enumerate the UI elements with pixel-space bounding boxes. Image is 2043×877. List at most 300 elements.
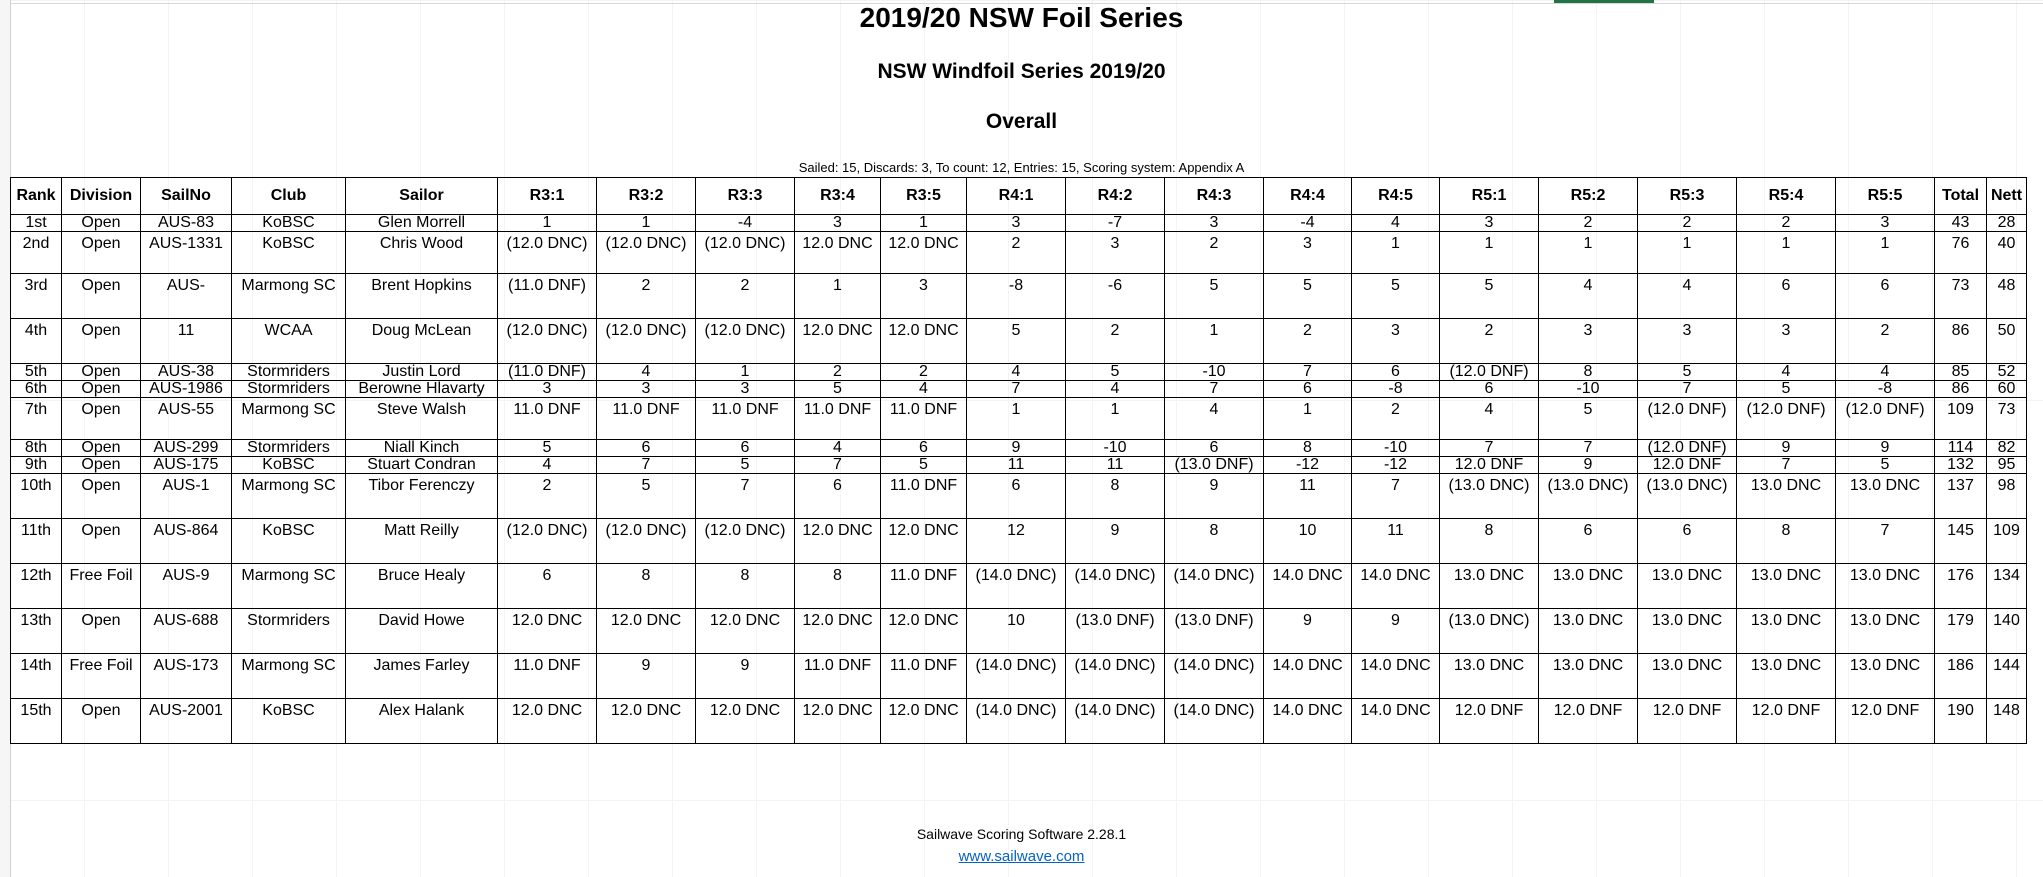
table-cell: (14.0 DNC) (1066, 654, 1165, 699)
table-cell: 9 (1165, 474, 1264, 519)
table-cell: 9 (1264, 609, 1352, 654)
table-cell: 73 (1987, 398, 2027, 440)
table-cell: 3 (1836, 215, 1935, 232)
table-cell: 5 (1066, 364, 1165, 381)
table-cell: 85 (1935, 364, 1987, 381)
table-cell: 4 (1352, 215, 1440, 232)
table-cell: 4th (11, 319, 62, 364)
table-cell: 4 (1165, 398, 1264, 440)
table-cell: 7 (967, 381, 1066, 398)
table-cell: 2 (795, 364, 881, 381)
table-cell: 82 (1987, 440, 2027, 457)
table-cell: 13.0 DNC (1836, 609, 1935, 654)
table-cell: 6 (1165, 440, 1264, 457)
column-header: Rank (11, 178, 62, 215)
table-cell: 3 (1352, 319, 1440, 364)
table-cell: (12.0 DNF) (1737, 398, 1836, 440)
table-cell: Doug McLean (346, 319, 498, 364)
column-header: R3:3 (696, 178, 795, 215)
table-cell: Stormriders (232, 609, 346, 654)
table-cell: 8 (1264, 440, 1352, 457)
table-cell: 6 (1264, 381, 1352, 398)
table-cell: 12.0 DNC (795, 319, 881, 364)
table-cell: 50 (1987, 319, 2027, 364)
table-cell: 6 (1352, 364, 1440, 381)
table-row (11, 609, 2027, 654)
table-cell: 12.0 DNC (881, 232, 967, 274)
table-cell: 3 (1440, 215, 1539, 232)
table-cell: Open (62, 474, 141, 519)
table-cell: AUS-55 (141, 398, 232, 440)
software-credit: Sailwave Scoring Software 2.28.1 (916, 826, 1127, 842)
table-cell: 11 (967, 457, 1066, 474)
table-cell: 1 (1264, 398, 1352, 440)
table-cell: 3 (1638, 319, 1737, 364)
column-header: R5:1 (1440, 178, 1539, 215)
table-cell: 10 (1264, 519, 1352, 564)
table-cell: 13.0 DNC (1836, 474, 1935, 519)
table-cell: 2 (1066, 319, 1165, 364)
table-cell: 6 (696, 440, 795, 457)
table-row (11, 215, 2027, 232)
table-cell: 2 (1264, 319, 1352, 364)
table-cell: 1 (1638, 232, 1737, 274)
table-cell: 5 (967, 319, 1066, 364)
table-row (11, 519, 2027, 564)
table-cell: David Howe (346, 609, 498, 654)
table-cell: (12.0 DNC) (696, 519, 795, 564)
table-cell: 7 (1264, 364, 1352, 381)
table-cell: Niall Kinch (346, 440, 498, 457)
table-cell: Open (62, 364, 141, 381)
table-cell: 2 (881, 364, 967, 381)
table-cell: 2 (696, 274, 795, 319)
table-cell: AUS-9 (141, 564, 232, 609)
table-cell: 12.0 DNF (1539, 699, 1638, 744)
table-cell: 43 (1935, 215, 1987, 232)
table-cell: (12.0 DNC) (597, 519, 696, 564)
table-cell: 6 (498, 564, 597, 609)
column-header: Nett (1987, 178, 2027, 215)
table-cell: 109 (1935, 398, 1987, 440)
sailwave-link[interactable]: www.sailwave.com (958, 848, 1085, 865)
table-cell: 9 (1737, 440, 1836, 457)
table-cell: 6 (795, 474, 881, 519)
table-cell: 12.0 DNC (881, 519, 967, 564)
table-cell: (12.0 DNC) (498, 232, 597, 274)
table-cell: Open (62, 699, 141, 744)
table-cell: Open (62, 519, 141, 564)
table-cell: 1 (696, 364, 795, 381)
table-cell: 1 (967, 398, 1066, 440)
table-row (11, 457, 2027, 474)
table-cell: 9 (696, 654, 795, 699)
table-cell: KoBSC (232, 215, 346, 232)
table-cell: Open (62, 609, 141, 654)
table-cell: 11th (11, 519, 62, 564)
table-cell: 4 (498, 457, 597, 474)
column-header: Club (232, 178, 346, 215)
table-cell: (13.0 DNC) (1638, 474, 1737, 519)
table-cell: 13.0 DNC (1440, 654, 1539, 699)
table-cell: 7 (1836, 519, 1935, 564)
table-cell: Chris Wood (346, 232, 498, 274)
table-cell: 12th (11, 564, 62, 609)
table-cell: 14.0 DNC (1264, 654, 1352, 699)
table-cell: (13.0 DNF) (1165, 457, 1264, 474)
table-row (11, 381, 2027, 398)
table-cell: 2 (1836, 319, 1935, 364)
table-cell: 11.0 DNF (881, 398, 967, 440)
table-cell: 1 (498, 215, 597, 232)
table-cell: (12.0 DNC) (597, 319, 696, 364)
table-row (11, 474, 2027, 519)
table-cell: 11 (141, 319, 232, 364)
column-header: R5:4 (1737, 178, 1836, 215)
table-cell: 1 (1836, 232, 1935, 274)
table-cell: 148 (1987, 699, 2027, 744)
table-row (11, 564, 2027, 609)
table-cell: 176 (1935, 564, 1987, 609)
table-row (11, 398, 2027, 440)
table-cell: 13.0 DNC (1440, 564, 1539, 609)
table-cell: (12.0 DNF) (1638, 440, 1737, 457)
table-cell: AUS-83 (141, 215, 232, 232)
table-cell: AUS-1986 (141, 381, 232, 398)
table-cell: 11.0 DNF (498, 398, 597, 440)
column-header: R5:2 (1539, 178, 1638, 215)
table-cell: 3 (1165, 215, 1264, 232)
table-cell: 7 (1737, 457, 1836, 474)
table-cell: Marmong SC (232, 398, 346, 440)
table-cell: 48 (1987, 274, 2027, 319)
table-cell: 5 (1638, 364, 1737, 381)
table-cell: 9 (1352, 609, 1440, 654)
table-cell: 1 (1539, 232, 1638, 274)
table-cell: Open (62, 440, 141, 457)
table-cell: 4 (967, 364, 1066, 381)
table-cell: 1st (11, 215, 62, 232)
table-cell: -4 (696, 215, 795, 232)
table-cell: 13.0 DNC (1638, 609, 1737, 654)
table-cell: Glen Morrell (346, 215, 498, 232)
table-cell: 1 (795, 274, 881, 319)
table-cell: James Farley (346, 654, 498, 699)
column-header: SailNo (141, 178, 232, 215)
table-cell: 5 (498, 440, 597, 457)
table-cell: -7 (1066, 215, 1165, 232)
table-cell: 9th (11, 457, 62, 474)
table-cell: Open (62, 232, 141, 274)
table-cell: 12.0 DNC (498, 699, 597, 744)
table-cell: 6 (967, 474, 1066, 519)
table-cell: (13.0 DNC) (1440, 609, 1539, 654)
table-cell: 4 (1066, 381, 1165, 398)
table-cell: 12.0 DNF (1440, 457, 1539, 474)
series-subtitle: NSW Windfoil Series 2019/20 (877, 60, 1166, 83)
table-cell: Bruce Healy (346, 564, 498, 609)
table-cell: 132 (1935, 457, 1987, 474)
table-cell: 14th (11, 654, 62, 699)
table-cell: -8 (1836, 381, 1935, 398)
table-cell: 13.0 DNC (1737, 609, 1836, 654)
table-cell: Tibor Ferenczy (346, 474, 498, 519)
table-cell: Open (62, 319, 141, 364)
table-cell: 95 (1987, 457, 2027, 474)
table-cell: 2 (597, 274, 696, 319)
table-cell: 2 (1737, 215, 1836, 232)
table-cell: -10 (1066, 440, 1165, 457)
table-cell: 109 (1987, 519, 2027, 564)
table-cell: 40 (1987, 232, 2027, 274)
table-cell: AUS-299 (141, 440, 232, 457)
column-header: Sailor (346, 178, 498, 215)
table-cell: AUS-38 (141, 364, 232, 381)
table-cell: 86 (1935, 319, 1987, 364)
table-row (11, 654, 2027, 699)
table-cell: 13.0 DNC (1539, 609, 1638, 654)
column-header: R4:1 (967, 178, 1066, 215)
table-cell: 10 (967, 609, 1066, 654)
table-cell: 11.0 DNF (881, 564, 967, 609)
table-cell: (14.0 DNC) (1066, 699, 1165, 744)
table-cell: Berowne Hlavarty (346, 381, 498, 398)
table-cell: 134 (1987, 564, 2027, 609)
footer-link-wrap (0, 848, 2043, 865)
table-cell: Justin Lord (346, 364, 498, 381)
table-cell: KoBSC (232, 457, 346, 474)
table-cell: 11.0 DNF (795, 398, 881, 440)
table-cell: (12.0 DNF) (1836, 398, 1935, 440)
table-cell: 12.0 DNF (1638, 699, 1737, 744)
table-cell: 12.0 DNC (881, 699, 967, 744)
table-cell: 14.0 DNC (1352, 564, 1440, 609)
table-cell: 3 (696, 381, 795, 398)
table-row (11, 699, 2027, 744)
table-cell: 11.0 DNF (597, 398, 696, 440)
section-title: Overall (985, 110, 1058, 133)
table-cell: 11.0 DNF (696, 398, 795, 440)
table-cell: 12.0 DNF (1836, 699, 1935, 744)
table-cell: 14.0 DNC (1264, 564, 1352, 609)
table-cell: (14.0 DNC) (967, 699, 1066, 744)
table-cell: 76 (1935, 232, 1987, 274)
table-cell: 13.0 DNC (1737, 474, 1836, 519)
table-cell: 7 (795, 457, 881, 474)
table-cell: 1 (1352, 232, 1440, 274)
table-cell: 7 (696, 474, 795, 519)
table-row (11, 440, 2027, 457)
table-cell: 11 (1352, 519, 1440, 564)
column-header: R4:2 (1066, 178, 1165, 215)
column-header: R3:1 (498, 178, 597, 215)
table-cell: 13.0 DNC (1539, 654, 1638, 699)
table-cell: 145 (1935, 519, 1987, 564)
table-cell: 12.0 DNC (795, 609, 881, 654)
table-cell: 6 (1440, 381, 1539, 398)
table-cell: 2 (1440, 319, 1539, 364)
table-cell: 13.0 DNC (1737, 564, 1836, 609)
table-cell: 3 (881, 274, 967, 319)
table-cell: (12.0 DNC) (498, 319, 597, 364)
table-cell: 11.0 DNF (881, 654, 967, 699)
table-cell: 3 (1066, 232, 1165, 274)
table-cell: 12.0 DNF (1638, 457, 1737, 474)
table-cell: 9 (967, 440, 1066, 457)
table-cell: (12.0 DNC) (498, 519, 597, 564)
table-cell: 6 (881, 440, 967, 457)
table-cell: Stormriders (232, 381, 346, 398)
table-cell: Open (62, 398, 141, 440)
table-cell: 4 (881, 381, 967, 398)
table-cell: 8 (1737, 519, 1836, 564)
table-cell: Marmong SC (232, 474, 346, 519)
table-cell: 9 (1066, 519, 1165, 564)
table-cell: 13.0 DNC (1737, 654, 1836, 699)
table-cell: 8 (597, 564, 696, 609)
table-cell: -8 (1352, 381, 1440, 398)
table-cell: 7 (1638, 381, 1737, 398)
table-cell: 1 (1066, 398, 1165, 440)
table-cell: AUS-688 (141, 609, 232, 654)
table-cell: 5 (881, 457, 967, 474)
table-cell: 7 (1352, 474, 1440, 519)
table-cell: 12.0 DNC (696, 609, 795, 654)
table-cell: 4 (1737, 364, 1836, 381)
table-cell: 8 (1539, 364, 1638, 381)
table-cell: 2 (1165, 232, 1264, 274)
table-cell: -10 (1539, 381, 1638, 398)
column-header: Division (62, 178, 141, 215)
column-header: R3:2 (597, 178, 696, 215)
table-cell: 11 (1066, 457, 1165, 474)
table-cell: 144 (1987, 654, 2027, 699)
table-cell: 11.0 DNF (498, 654, 597, 699)
table-cell: 6 (1638, 519, 1737, 564)
table-cell: KoBSC (232, 232, 346, 274)
column-header: R4:3 (1165, 178, 1264, 215)
table-cell: Open (62, 381, 141, 398)
table-cell: Open (62, 457, 141, 474)
table-cell: (14.0 DNC) (1066, 564, 1165, 609)
table-cell: 3 (795, 215, 881, 232)
table-cell: 12 (967, 519, 1066, 564)
table-cell: 114 (1935, 440, 1987, 457)
table-cell: 2 (1638, 215, 1737, 232)
table-cell: 11 (1264, 474, 1352, 519)
table-cell: 12.0 DNC (795, 519, 881, 564)
table-cell: 2nd (11, 232, 62, 274)
table-cell: Marmong SC (232, 564, 346, 609)
table-cell: (12.0 DNC) (597, 232, 696, 274)
table-cell: (11.0 DNF) (498, 364, 597, 381)
table-cell: Stormriders (232, 364, 346, 381)
table-cell: 8 (696, 564, 795, 609)
table-cell: 98 (1987, 474, 2027, 519)
table-cell: 137 (1935, 474, 1987, 519)
table-cell: (12.0 DNF) (1638, 398, 1737, 440)
table-cell: 8 (1440, 519, 1539, 564)
table-cell: 12.0 DNC (597, 609, 696, 654)
table-cell: 5 (1737, 381, 1836, 398)
table-cell: 3 (1539, 319, 1638, 364)
table-cell: 12.0 DNF (1440, 699, 1539, 744)
table-cell: 12.0 DNC (795, 699, 881, 744)
table-cell: 7 (1539, 440, 1638, 457)
table-cell: Stormriders (232, 440, 346, 457)
table-cell: (14.0 DNC) (1165, 654, 1264, 699)
table-cell: 7th (11, 398, 62, 440)
table-cell: (14.0 DNC) (967, 564, 1066, 609)
table-cell: 1 (1165, 319, 1264, 364)
table-cell: Marmong SC (232, 654, 346, 699)
table-cell: 12.0 DNC (597, 699, 696, 744)
table-cell: 3 (498, 381, 597, 398)
table-cell: 5 (696, 457, 795, 474)
table-cell: -4 (1264, 215, 1352, 232)
table-cell: 1 (1440, 232, 1539, 274)
table-cell: 28 (1987, 215, 2027, 232)
table-cell: -12 (1352, 457, 1440, 474)
table-cell: 5 (1165, 274, 1264, 319)
table-cell: 5 (1539, 398, 1638, 440)
table-cell: 6 (597, 440, 696, 457)
table-cell: 3 (1737, 319, 1836, 364)
table-cell: 1 (597, 215, 696, 232)
table-cell: 5 (1440, 274, 1539, 319)
table-cell: 4 (1539, 274, 1638, 319)
table-cell: 12.0 DNC (881, 319, 967, 364)
table-cell: 8 (795, 564, 881, 609)
table-cell: 6 (1539, 519, 1638, 564)
table-cell: 52 (1987, 364, 2027, 381)
table-cell: -8 (967, 274, 1066, 319)
column-header: R4:5 (1352, 178, 1440, 215)
table-cell: 86 (1935, 381, 1987, 398)
table-cell: Free Foil (62, 564, 141, 609)
table-cell: (13.0 DNF) (1165, 609, 1264, 654)
table-cell: 12.0 DNC (696, 699, 795, 744)
table-cell: 13.0 DNC (1836, 654, 1935, 699)
table-cell: 14.0 DNC (1352, 699, 1440, 744)
table-cell: 186 (1935, 654, 1987, 699)
table-cell: 4 (1836, 364, 1935, 381)
table-cell: 9 (1539, 457, 1638, 474)
table-cell: 73 (1935, 274, 1987, 319)
column-header: Total (1935, 178, 1987, 215)
table-cell: 5 (795, 381, 881, 398)
table-cell: (14.0 DNC) (967, 654, 1066, 699)
table-cell: (13.0 DNF) (1066, 609, 1165, 654)
table-cell: 5 (1352, 274, 1440, 319)
table-cell: (12.0 DNF) (1440, 364, 1539, 381)
table-cell: Marmong SC (232, 274, 346, 319)
table-cell: (11.0 DNF) (498, 274, 597, 319)
table-cell: 1 (881, 215, 967, 232)
table-cell: (12.0 DNC) (696, 232, 795, 274)
table-cell: 12.0 DNC (881, 609, 967, 654)
table-cell: KoBSC (232, 519, 346, 564)
table-cell: 13.0 DNC (1638, 654, 1737, 699)
table-cell: 5 (597, 474, 696, 519)
table-cell: (14.0 DNC) (1165, 699, 1264, 744)
table-cell: 6 (1737, 274, 1836, 319)
table-cell: 4 (597, 364, 696, 381)
table-cell: 12.0 DNF (1737, 699, 1836, 744)
table-cell: 9 (597, 654, 696, 699)
table-cell: 179 (1935, 609, 1987, 654)
table-cell: 13.0 DNC (1836, 564, 1935, 609)
